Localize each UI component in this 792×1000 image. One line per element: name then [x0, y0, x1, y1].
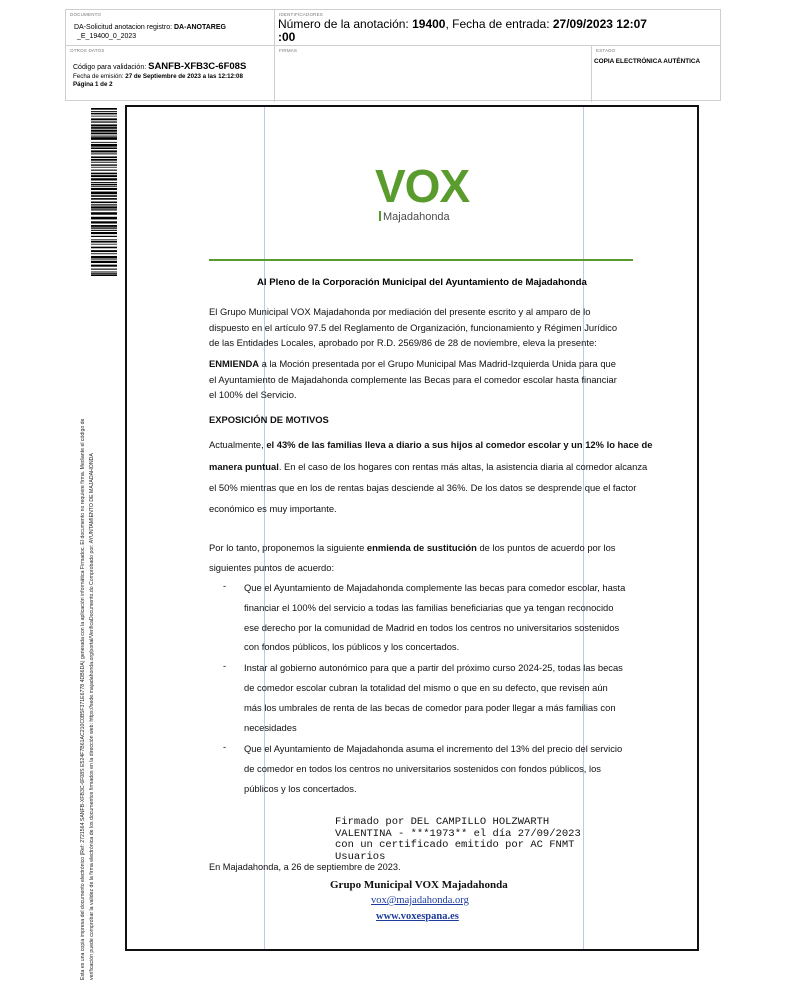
barcode-bar: [91, 124, 117, 126]
barcode-bar: [91, 241, 117, 243]
vox-logo: VOX: [375, 160, 470, 212]
barcode-bar: [91, 164, 117, 165]
documento-line1: DA-Solicitud anotacion registro: DA-ANOTAREG: [74, 24, 226, 31]
item2-line: necesidades: [244, 722, 297, 733]
item1-line: Que el Ayuntamiento de Majadahonda complemente las becas para comedor escolar, hasta: [244, 582, 626, 593]
propuesta-line: siguientes puntos de acuerdo:: [209, 562, 335, 573]
firmas-caption: FIRMAS: [279, 48, 298, 53]
item2-line: de comedor escolar cubran la totalidad del mismo o que en su defecto, que revisen aún: [244, 682, 608, 693]
guide-line: [264, 107, 265, 949]
side-text-line2: verificación puede comprobar la validez de la firma electrónica de los documentos firmados en la dirección web: https://sede.majadahonda.org/portal/VerificaDocumento.do Comprobado por: AYUNTAMIENTO DE MAJADAHONDA: [89, 453, 95, 980]
estado-valor: COPIA ELECTRÓNICA AUTÉNTICA: [594, 58, 701, 65]
barcode-bar: [91, 225, 117, 227]
barcode-image: [91, 108, 117, 276]
intro-line: dispuesto en el artículo 97.5 del Reglamento de Organización, funcionamiento y Régimen Jurídico: [209, 322, 618, 333]
bullet-dash: -: [223, 580, 227, 591]
barcode-bar: [91, 244, 117, 245]
letter-title: Al Pleno de la Corporación Municipal del Ayuntamiento de Majadahonda: [257, 277, 587, 288]
codigo-validacion: Código para validación: SANFB-XFB3C-6F08S: [73, 61, 247, 72]
barcode-bar: [91, 144, 117, 147]
barcode-bar: [91, 188, 117, 190]
barcode-bar: [91, 173, 117, 175]
item3-line: públicos y los concertados.: [244, 783, 357, 794]
barcode-bar: [91, 118, 117, 120]
exposicion-line: Actualmente, el 43% de las familias lleva a diario a sus hijos al comedor escolar y un 12% lo hace de: [209, 439, 653, 450]
otros-datos-cell: [66, 46, 275, 102]
item3-line: de comedor en todos los centros no universitarios sostenidos con fondos públicos, los: [244, 763, 601, 774]
anotacion-line: Número de la anotación: 19400, Fecha de entrada: 27/09/2023 12:07: [278, 17, 647, 31]
barcode-bar: [91, 204, 117, 205]
section-heading: EXPOSICIÓN DE MOTIVOS: [209, 414, 329, 425]
barcode-bar: [91, 162, 117, 163]
item1-line: ese derecho por la comunidad de Madrid en todos los centros no universitarios sostenidos: [244, 622, 620, 633]
barcode-bar: [91, 198, 117, 200]
barcode-bar: [91, 195, 117, 197]
barcode-bar: [91, 153, 117, 154]
barcode-bar: [91, 265, 117, 267]
barcode-bar: [91, 247, 117, 249]
barcode-bar: [91, 206, 117, 208]
barcode-bar: [91, 108, 117, 110]
grupo-firma: Grupo Municipal VOX Majadahonda: [330, 879, 508, 891]
fecha-emision: Fecha de emisión: 27 de Septiembre de 2023 a las 12:12:08: [73, 73, 243, 80]
barcode-bar: [91, 209, 117, 210]
identificadores-cell: [275, 10, 720, 46]
barcode-bar: [91, 111, 117, 112]
barcode-bar: [91, 272, 117, 273]
barcode-bar: [91, 256, 117, 259]
barcode-bar: [91, 136, 117, 137]
barcode-bar: [91, 212, 117, 214]
item2-line: más los umbrales de renta de las becas de comedor para poder llegar a más familias con: [244, 702, 616, 713]
guide-line: [583, 107, 584, 949]
barcode-bar: [91, 116, 117, 117]
side-text-line1: Esta es una copia impresa del documento electrónico (Ref: 2721564 SANFB-XFB3C-6F08S E524F7B61AC210C0B5F371E6778 4DB6DA) generada con la aplicación informática Firmadoc. El documento no requiere firma. Mediante el código de: [80, 418, 86, 980]
pagina: Página 1 de 2: [73, 81, 113, 88]
documento-line2: _E_19400_0_2023: [77, 33, 137, 40]
bullet-dash: -: [223, 660, 227, 671]
barcode-bar: [91, 127, 117, 129]
scanned-letter: [125, 105, 699, 951]
barcode-bar: [91, 159, 117, 161]
estado-cell: [592, 46, 720, 102]
barcode-bar: [91, 132, 117, 134]
firmas-cell: [275, 46, 592, 102]
barcode-bar: [91, 121, 117, 122]
exposicion-line: económico es muy importante.: [209, 503, 337, 514]
fecha-cont: :00: [278, 30, 296, 44]
barcode-bar: [91, 269, 117, 270]
place-date: En Majadahonda, a 26 de septiembre de 2023.: [209, 862, 401, 872]
enmienda-line: el Ayuntamiento de Majadahonda complemente las Becas para el comedor escolar hasta financiar: [209, 374, 617, 385]
barcode-bar: [91, 230, 117, 231]
logo-subtitle: Majadahonda: [379, 211, 450, 223]
barcode-bar: [91, 142, 117, 143]
barcode-bar: [91, 273, 117, 274]
barcode-bar: [91, 184, 117, 186]
exposicion-line: el 50% mientras que en los de rentas bajas desciende al 36%. De los datos se desprende que el factor: [209, 482, 637, 493]
header-table: [65, 9, 721, 101]
barcode-bar: [91, 221, 117, 223]
barcode-bar: [91, 236, 117, 237]
enmienda-line: el 100% del Servicio.: [209, 389, 297, 400]
barcode-bar: [91, 217, 117, 220]
web-link[interactable]: www.voxespana.es: [376, 911, 459, 922]
estado-caption: ESTADO: [596, 48, 616, 53]
propuesta-line: Por lo tanto, proponemos la siguiente enmienda de sustitución de los puntos de acuerdo por los: [209, 542, 616, 553]
barcode-bar: [91, 259, 117, 260]
barcode-bar: [91, 274, 117, 276]
item1-line: con fondos públicos, los públicos y los concertados.: [244, 641, 460, 652]
barcode-bar: [91, 130, 117, 132]
barcode-bar: [91, 253, 117, 254]
item3-line: Que el Ayuntamiento de Majadahonda asuma el incremento del 13% del precio del servicio: [244, 743, 623, 754]
identificadores-caption: IDENTIFICADORES: [279, 12, 324, 17]
barcode-bar: [91, 261, 117, 263]
barcode-bar: [91, 239, 117, 240]
barcode-bar: [91, 167, 117, 168]
bullet-dash: -: [223, 741, 227, 752]
barcode-bar: [91, 192, 117, 195]
barcode-bar: [91, 175, 117, 177]
barcode-bar: [91, 137, 117, 140]
otros-caption: OTROS DATOS: [70, 48, 105, 53]
barcode-bar: [91, 182, 117, 183]
documento-cell: [66, 10, 275, 46]
email-link[interactable]: vox@majadahonda.org: [371, 895, 469, 906]
barcode-bar: [91, 150, 117, 152]
enmienda-line: ENMIENDA a la Moción presentada por el Grupo Municipal Mas Madrid-Izquierda Unida para que: [209, 358, 616, 369]
item1-line: financiar el 100% del servicio a todas las familias beneficiarias que ya tengan reconocido: [244, 602, 614, 613]
green-divider: [209, 259, 633, 261]
barcode-bar: [91, 170, 117, 171]
side-verification-text: [79, 419, 97, 980]
barcode-bar: [91, 227, 117, 228]
intro-line: El Grupo Municipal VOX Majadahonda por mediación del presente escrito y al amparo de lo: [209, 306, 591, 317]
item2-line: Instar al gobierno autonómico para que a partir del próximo curso 2024-25, todas las becas: [244, 662, 623, 673]
barcode-bar: [91, 113, 117, 115]
barcode-bar: [91, 202, 117, 204]
exposicion-line: manera puntual. En el caso de los hogares con rentas más altas, la asistencia diaria al comedor alcanza: [209, 461, 648, 472]
barcode-bar: [91, 178, 117, 180]
intro-line: de las Entidades Locales, aprobado por R.D. 2569/86 de 28 de noviembre, eleva la presente:: [209, 337, 597, 348]
signature-stamp: Firmado por DEL CAMPILLO HOLZWARTH VALENTINA - ***1973** el día 27/09/2023 con un certificado emitido por AC FNMT Usuarios: [335, 816, 581, 863]
documento-caption: DOCUMENTO: [70, 12, 102, 17]
barcode-bar: [91, 147, 117, 149]
barcode-bar: [91, 250, 117, 252]
barcode-bar: [91, 156, 117, 158]
barcode-bar: [91, 232, 117, 234]
barcode-bar: [91, 186, 117, 187]
